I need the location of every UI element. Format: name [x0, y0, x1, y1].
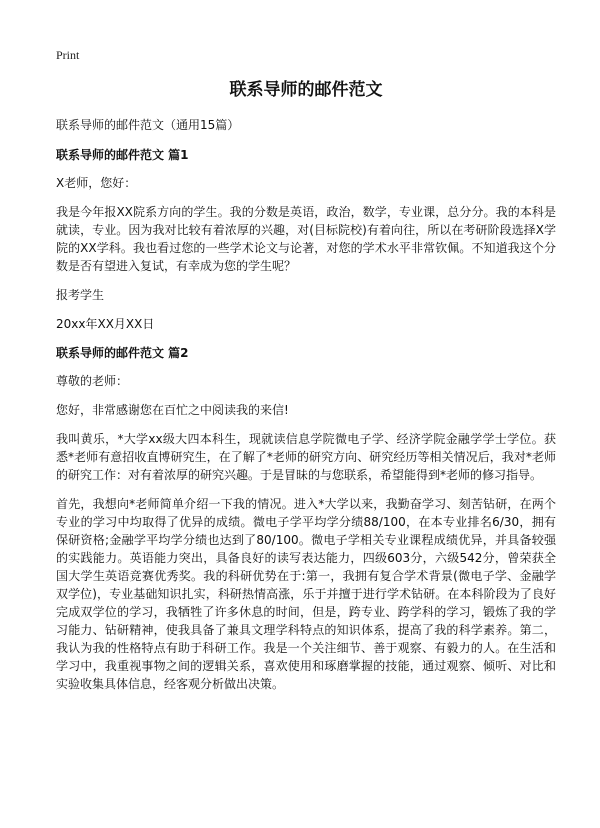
- date: 20xx年XX月XX日: [56, 317, 155, 331]
- section-heading: 联系导师的邮件范文 篇2: [56, 346, 189, 360]
- document-subtitle: 联系导师的邮件范文（通用15篇）: [56, 118, 240, 132]
- signature: 报考学生: [56, 288, 105, 302]
- greeting: X老师，您好：: [56, 176, 137, 190]
- paragraph: 我叫黄乐，*大学xx级大四本科生，现就读信息学院微电子学、经济学院金融学学士学位。获悉*老师有意招收直博研究生，在了解了*老师的研究方向、研究经历等相关情况后，我对*老师的研究工作：对有着浓厚的研究兴趣。于是冒昧的与您联系，希望能得到*老师的修习指导。: [56, 432, 556, 482]
- print-link[interactable]: Print: [56, 48, 80, 62]
- document: [56, 78, 556, 704]
- section-1: [56, 146, 556, 333]
- paragraph: 首先，我想向*老师简单介绍一下我的情况。进入*大学以来，我勤奋学习、刻苦钻研，在两个专业的学习中均取得了优异的成绩。微电子学平均学分绩88/100，在本专业排名6/30，拥有保研资格;金融学平均学分绩也达到了80/100。微电子学相关专业课程成绩优异，并具备较强的实践能力。英语能力突出，具备良好的读写表达能力，四级603分，六级542分，曾荣获全国大学生英语竞赛优秀奖。我的科研优势在于:第一，我拥有复合学术背景(微电子学、金融学双学位)，专业基础知识扎实，科研热情高涨，乐于并擅于进行学术钻研。在本科阶段为了良好完成双学位的学习，我牺牲了许多休息的时间，但是，跨专业、跨学科的学习，锻炼了我的学习能力、钻研精神，使我具备了兼具文理学科特点的知识体系，提高了我的科学素养。第二，我认为我的性格特点有助于科研工作。我是一个关注细节、善于观察、有毅力的人。在生活和学习中，我重视事物之间的逻辑关系，喜欢使用和琢磨掌握的技能，通过观察、倾听、对比和实验收集具体信息，经客观分析做出决策。: [56, 497, 556, 691]
- document-title: 联系导师的邮件范文: [229, 80, 383, 100]
- section-2: [56, 344, 556, 693]
- paragraph: 您好，非常感谢您在百忙之中阅读我的来信!: [56, 403, 289, 417]
- greeting: 尊敬的老师：: [56, 374, 129, 388]
- section-heading: 联系导师的邮件范文 篇1: [56, 148, 189, 162]
- paragraph: 我是今年报XX院系方向的学生。我的分数是英语，政治，数学，专业课，总分分。我的本科是就读，专业。因为我对比较有着浓厚的兴趣，对(目标院校)有着向往，所以在考研阶段选择X学院的XX学科。我也看过您的一些学术论文与论著，对您的学术水平非常钦佩。不知道我这个分数是否有望进入复试，有幸成为您的学生呢？: [56, 205, 556, 273]
